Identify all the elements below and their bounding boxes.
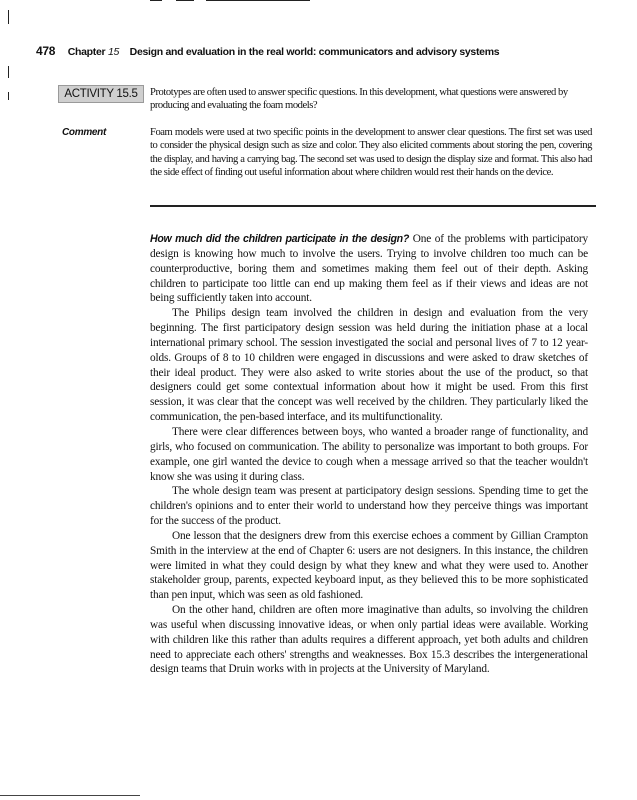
- chapter-label: Chapter: [67, 46, 106, 58]
- lead-paragraph-text: One of the problems with participatory design is knowing how much to involve the users. Trying to involve children too much can be counterproductive, boring them and sometimes making them feel out of their depth. Asking children to participate too little can end up making them feel as if their views and ideas are not being sufficiently taken into account.: [150, 233, 589, 305]
- page-number: 478: [36, 44, 56, 58]
- scan-mark-left-1: [8, 10, 9, 24]
- scan-mark-top-3: [206, 0, 310, 1]
- scan-mark-left-3: [8, 92, 9, 100]
- section-heading: How much did the children participate in the design?: [150, 233, 410, 245]
- activity-badge: ACTIVITY 15.5: [58, 85, 144, 103]
- paragraph: There were clear differences between boys, who wanted a broader range of functionality, and girls, who focused on communication. The ability to personalize was important to both groups. For example, one girl wanted the device to cough when a message arrived so that the teacher wouldn't know she was using it during class.: [150, 425, 588, 483]
- paragraph: One lesson that the designers drew from this exercise echoes a comment by Gillian Crampton Smith in the interview at the end of Chapter 6: users are not designers. In this instance, the children were limited in what they could design by what they knew and what they were used to. Another stakeholder group, parents, expected keyboard input, as they believed this to be more sophisticated than pen input, which was seen as old fashioned.: [150, 529, 588, 602]
- scan-mark-top-2: [176, 0, 194, 1]
- section-divider: [150, 205, 596, 207]
- scan-mark-left-2: [8, 66, 9, 78]
- lead-paragraph: [150, 232, 588, 306]
- paragraph: On the other hand, children are often more imaginative than adults, so involving the children was useful when discussing innovative ideas, or when only partial ideas were available. Working with children like this rather than adults requires a different approach, yet both adults and children need to appreciate each others' strengths and weaknesses. Box 15.3 describes the intergenerational design teams that Druin works with in projects at the University of Maryland.: [150, 604, 588, 676]
- comment-text: Foam models were used at two specific points in the development to answer clear questions. The first set was used to consider the physical design such as size and color. They also elicited comments about storing the pen, covering the display, and having a carrying bag. The second set was used to design the display size and format. This also had the side effect of finding out useful information about where children would rest their hands on the device.: [150, 127, 592, 179]
- chapter-number: 15: [107, 46, 120, 58]
- comment-label: Comment: [62, 127, 107, 138]
- chapter-title: Design and evaluation in the real world: communicators and advisory systems: [129, 46, 500, 58]
- body-text: [150, 232, 588, 677]
- scan-mark-top-1: [150, 0, 162, 1]
- activity-text: Prototypes are often used to answer specific questions. In this development, what questions were answered by producing and evaluating the foam models?: [150, 87, 568, 111]
- running-head: [36, 44, 596, 58]
- bottom-scan-line: [0, 795, 140, 796]
- paragraph: The whole design team was present at participatory design sessions. Spending time to get the children's opinions and to enter their world to understand how they perceive things was important for the success of the product.: [150, 485, 588, 528]
- paragraph: The Philips design team involved the children in design and evaluation from the very beginning. The first participatory design session was held during the initiation phase at a local international primary school. The session investigated the social and personal lives of 7 to 12 year-olds. Groups of 8 to 10 children were engaged in discussions and were asked to draw sketches of their ideal product. They were also asked to write stories about the use of the product, so that designers could get some contextual information about how it might be used. From this first session, it was clear that the concept was well received by the children. They particularly liked the communication, the pen-based interface, and its multifunctionality.: [150, 307, 588, 424]
- chapter-reference: [68, 46, 119, 58]
